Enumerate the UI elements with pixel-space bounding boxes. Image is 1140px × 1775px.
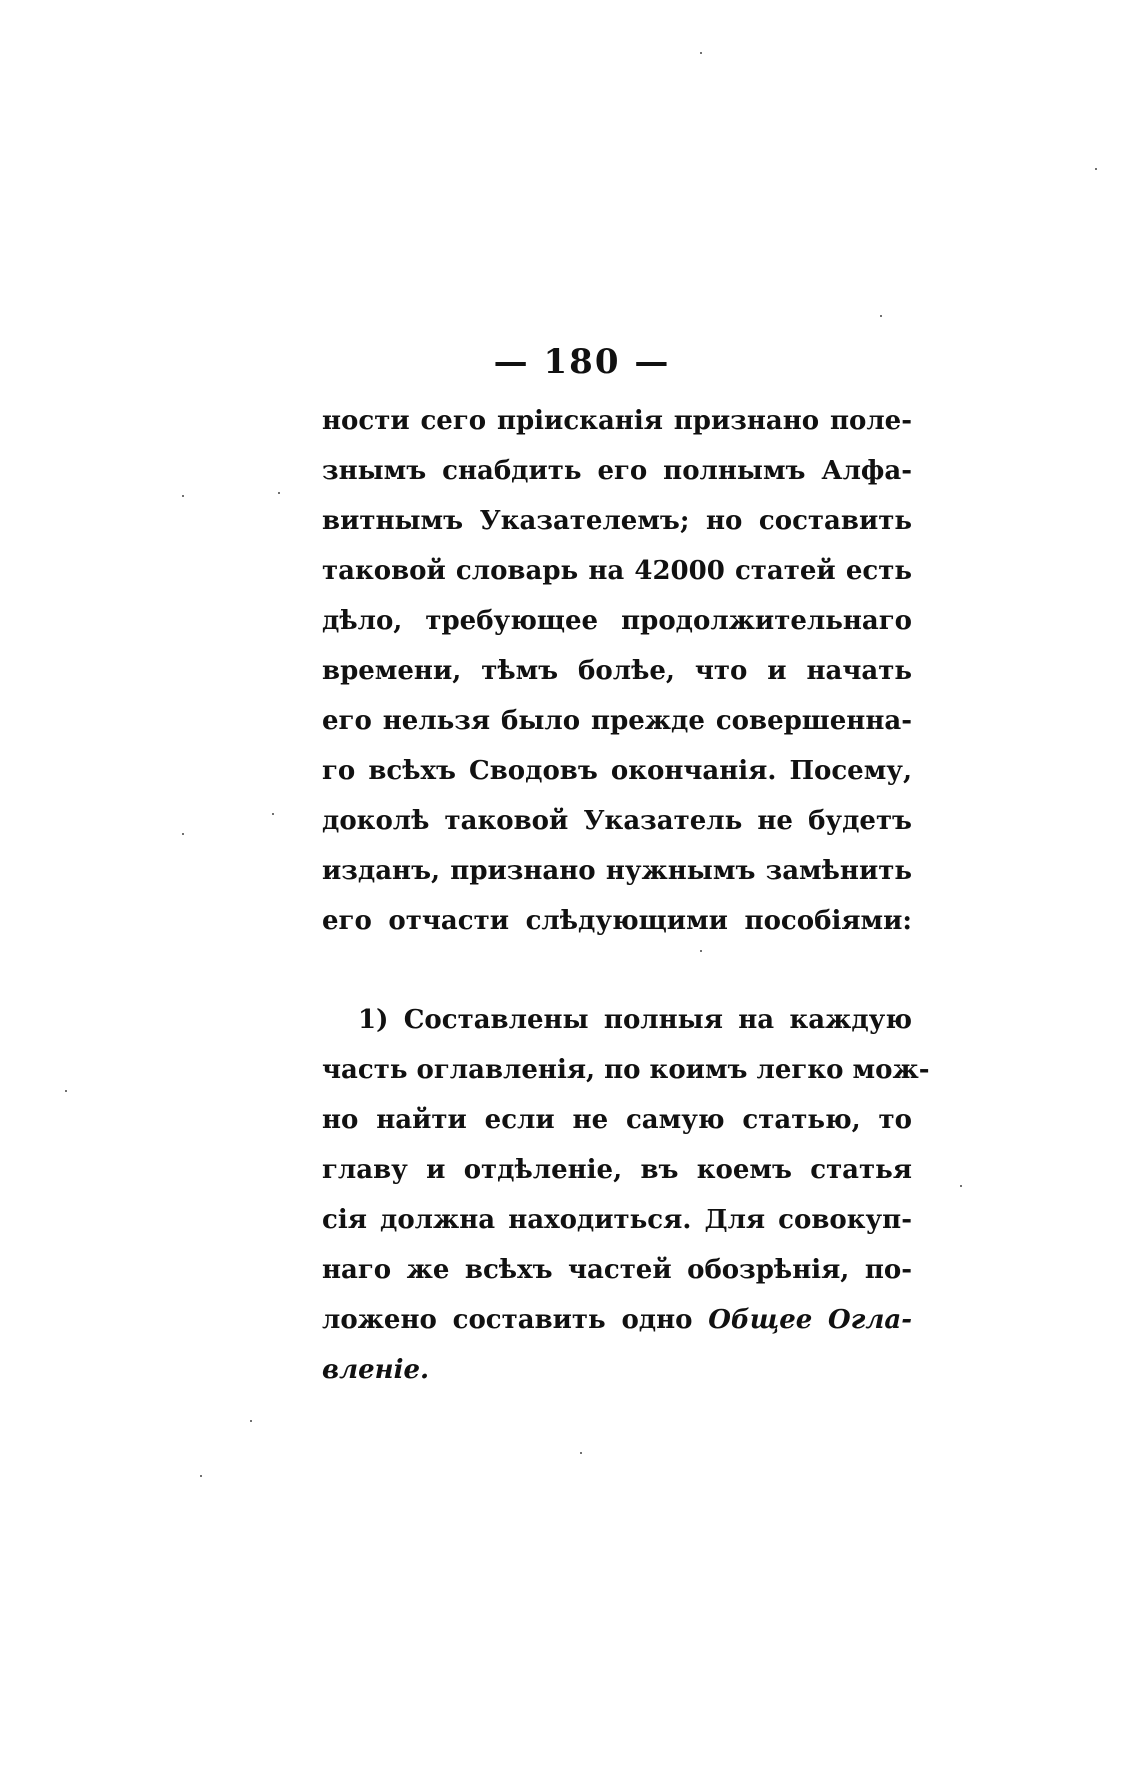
scan-speck bbox=[700, 950, 702, 952]
text-line: знымъ снабдить его полнымъ Алфа- bbox=[322, 456, 912, 486]
text-segment: ложено составить одно bbox=[322, 1305, 693, 1335]
text-line: 1) Составлены полныя на каждую bbox=[358, 1005, 912, 1035]
scan-speck bbox=[880, 315, 882, 317]
text-line: главу и отдѣленiе, въ коемъ статья bbox=[322, 1155, 912, 1185]
text-line: го всѣхъ Сводовъ окончанiя. Посему, bbox=[322, 756, 912, 786]
scan-speck bbox=[1095, 168, 1097, 170]
scan-speck bbox=[580, 1452, 582, 1454]
scan-speck bbox=[200, 1475, 202, 1477]
text-line: его отчасти слѣдующими пособiями: bbox=[322, 906, 912, 936]
text-line: наго же всѣхъ частей обозрѣнiя, по- bbox=[322, 1255, 912, 1285]
page-number: — 180 — bbox=[493, 342, 671, 382]
scan-speck bbox=[272, 813, 274, 815]
scan-speck bbox=[182, 495, 184, 497]
text-line: его нельзя было прежде совершеннa- bbox=[322, 706, 912, 736]
text-line: изданъ, признано нужнымъ замѣнить bbox=[322, 856, 912, 886]
italic-term: Общее Огла- bbox=[708, 1305, 912, 1335]
scan-speck bbox=[65, 1090, 67, 1092]
paragraph-1 bbox=[322, 396, 912, 946]
text-line: но найти если не самую статью, то bbox=[322, 1105, 912, 1135]
text-line: витнымъ Указателемъ; но составить bbox=[322, 506, 912, 536]
scan-speck bbox=[278, 492, 280, 494]
text-line: времени, тѣмъ болѣе, что и начать bbox=[322, 656, 912, 686]
text-line: часть оглавленiя, по коимъ легко мож- bbox=[322, 1055, 930, 1085]
text-line: дѣло, требующее продолжительнаго bbox=[322, 606, 912, 636]
text-line-italic: вленiе. bbox=[322, 1355, 430, 1385]
scan-speck bbox=[182, 833, 184, 835]
text-line: таковой словарь на 42000 статей есть bbox=[322, 556, 912, 586]
text-line: ности сего прiисканiя признано поле- bbox=[322, 406, 912, 436]
text-line-mixed bbox=[322, 1295, 912, 1345]
paragraph-2 bbox=[322, 995, 930, 1395]
text-line: доколѣ таковой Указатель не будетъ bbox=[322, 806, 912, 836]
scan-speck bbox=[960, 1185, 962, 1187]
scan-speck bbox=[250, 1420, 252, 1422]
text-line: сiя должна находиться. Для совокуп- bbox=[322, 1205, 912, 1235]
scan-speck bbox=[700, 52, 702, 54]
